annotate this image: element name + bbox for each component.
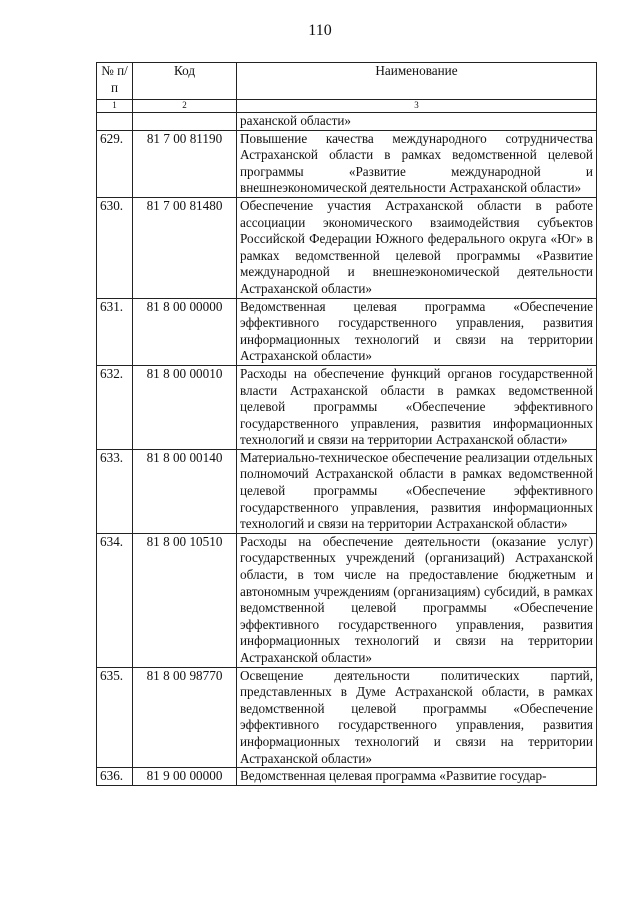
cell-code: 81 8 00 10510 — [133, 533, 237, 667]
table-header-row — [97, 63, 597, 100]
table-row — [97, 533, 597, 667]
cell-code: 81 9 00 00000 — [133, 768, 237, 786]
cell-name: Освещение деятельности политических партий, представленных в Думе Астраханской области, в рамках ведомственной целевой программы «Обеспечение эффективного государственного управления, развития информационных технологий и связи на территории Астраханской области» — [237, 667, 597, 768]
index-name: 3 — [237, 100, 597, 113]
column-index-row — [97, 100, 597, 113]
cell-code — [133, 113, 237, 131]
cell-code: 81 8 00 00000 — [133, 298, 237, 365]
cell-num: 636. — [97, 768, 133, 786]
budget-codes-table — [96, 62, 597, 786]
cell-num: 630. — [97, 197, 133, 298]
cell-code: 81 8 00 00010 — [133, 365, 237, 449]
cell-name: Расходы на обеспечение деятельности (оказание услуг) государственных учреждений (организаций) Астраханской области, в том числе на предоставление бюджетным и автономным учреждениям (организациям) субсидий, в рамках ведомственной целевой программы «Обеспечение эффективного государственного управления, развития информационных технологий и связи на территории Астраханской области» — [237, 533, 597, 667]
cell-name: Ведомственная целевая программа «Развитие государ- — [237, 768, 597, 786]
cell-name: Материально-техническое обеспечение реализации отдельных полномочий Астраханской области в рамках ведомственной целевой программы «Обеспечение эффективного государственного управления, развития информационных технологий и связи на территории Астраханской области» — [237, 449, 597, 533]
table-row — [97, 768, 597, 786]
header-name: Наименование — [237, 63, 597, 100]
cell-code: 81 8 00 98770 — [133, 667, 237, 768]
table-row — [97, 298, 597, 365]
cell-num: 631. — [97, 298, 133, 365]
table-row — [97, 449, 597, 533]
cell-name: Повышение качества международного сотрудничества Астраханской области в рамках ведомственной целевой программы «Развитие международной и внешнеэкономической деятельности Астраханской области» — [237, 130, 597, 197]
table-row — [97, 130, 597, 197]
cell-name: раханской области» — [237, 113, 597, 131]
cell-num: 629. — [97, 130, 133, 197]
continuation-row — [97, 113, 597, 131]
cell-name: Расходы на обеспечение функций органов государственной власти Астраханской области в рамках ведомственной целевой программы «Обеспечение эффективного государственного управления, развития информационных технологий и связи на территории Астраханской области» — [237, 365, 597, 449]
table-row — [97, 667, 597, 768]
cell-code: 81 8 00 00140 — [133, 449, 237, 533]
table-row — [97, 365, 597, 449]
cell-name: Обеспечение участия Астраханской области в работе ассоциации экономического взаимодействия субъектов Российской Федерации Южного федерального округа «Юг» в рамках ведомственной целевой программы «Развитие международной и внешнеэкономической деятельности Астраханской области» — [237, 197, 597, 298]
index-num: 1 — [97, 100, 133, 113]
page-number: 110 — [308, 22, 332, 39]
cell-num: 633. — [97, 449, 133, 533]
index-code: 2 — [133, 100, 237, 113]
cell-name: Ведомственная целевая программа «Обеспечение эффективного государственного управления, развития информационных технологий и связи на территории Астраханской области» — [237, 298, 597, 365]
cell-num: 632. — [97, 365, 133, 449]
cell-num: 635. — [97, 667, 133, 768]
header-num: № п/п — [97, 63, 133, 100]
cell-code: 81 7 00 81190 — [133, 130, 237, 197]
cell-num — [97, 113, 133, 131]
header-code: Код — [133, 63, 237, 100]
cell-code: 81 7 00 81480 — [133, 197, 237, 298]
cell-num: 634. — [97, 533, 133, 667]
table-row — [97, 197, 597, 298]
